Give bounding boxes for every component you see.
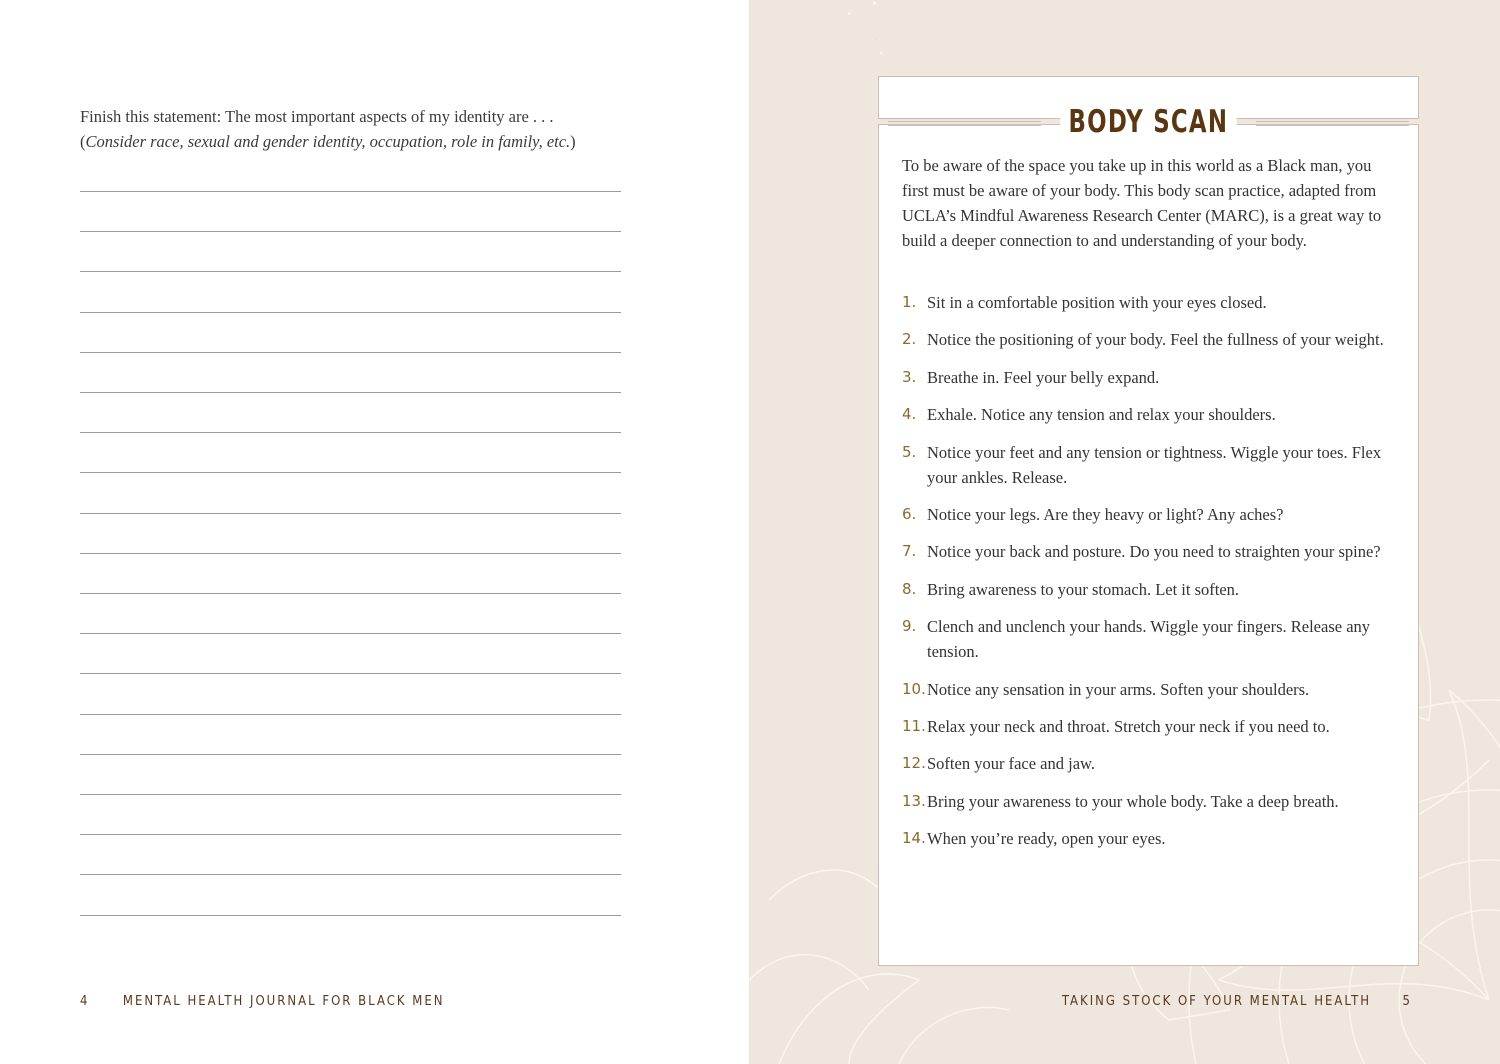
list-item <box>902 402 1402 427</box>
list-item <box>902 751 1402 776</box>
intro-paragraph: To be aware of the space you take up in this world as a Black man, you first must be aware of your body. This body scan practice, adapted from UCLA’s Mindful Awareness Research Center (MARC), is a great way to build a deeper connection to and understanding of your body. <box>902 156 1382 250</box>
step-number: 3. <box>902 367 917 386</box>
writing-line[interactable] <box>80 513 621 514</box>
title-banner <box>878 100 1419 144</box>
step-number: 13. <box>902 791 926 810</box>
list-item <box>902 539 1402 564</box>
writing-line[interactable] <box>80 874 621 875</box>
title-rule-right <box>1256 121 1409 126</box>
writing-line[interactable] <box>80 352 621 353</box>
writing-line[interactable] <box>80 593 621 594</box>
left-footer <box>80 994 445 1009</box>
writing-line[interactable] <box>80 432 621 433</box>
list-item <box>902 677 1402 702</box>
list-item <box>902 327 1402 352</box>
step-number: 14. <box>902 829 926 848</box>
list-item <box>902 290 1402 315</box>
footer-section-title: TAKING STOCK OF YOUR MENTAL HEALTH <box>1061 994 1372 1009</box>
writing-line[interactable] <box>80 794 621 795</box>
left-page <box>0 0 749 1064</box>
journal-prompt <box>80 104 640 154</box>
step-number: 7. <box>902 542 917 561</box>
step-number: 6. <box>902 504 917 523</box>
step-number: 12. <box>902 754 926 773</box>
list-item <box>902 614 1402 664</box>
writing-line[interactable] <box>80 754 621 755</box>
writing-line[interactable] <box>80 633 621 634</box>
prompt-hint: (Consider race, sexual and gender identity, occupation, role in family, etc.) <box>80 132 576 151</box>
step-number: 1. <box>902 293 917 311</box>
step-text: Notice your back and posture. Do you need to straighten your spine? <box>927 542 1381 562</box>
writing-line[interactable] <box>80 191 621 192</box>
step-number: 4. <box>902 405 917 424</box>
step-text: Bring your awareness to your whole body. Take a deep breath. <box>927 791 1339 811</box>
right-footer <box>1062 994 1412 1009</box>
step-text: Notice any sensation in your arms. Soften your shoulders. <box>927 679 1310 699</box>
page-number-left: 4 <box>80 994 90 1009</box>
body-scan-steps <box>902 290 1402 863</box>
list-item <box>902 440 1402 490</box>
list-item <box>902 789 1402 814</box>
step-text: Notice your legs. Are they heavy or light? Any aches? <box>927 504 1284 524</box>
writing-line[interactable] <box>80 714 621 715</box>
step-text: Breathe in. Feel your belly expand. <box>927 367 1160 387</box>
section-title: BODY SCAN <box>1060 104 1236 140</box>
list-item <box>902 826 1402 851</box>
step-number: 9. <box>902 617 917 636</box>
title-rule-left <box>888 121 1041 126</box>
step-text: Sit in a comfortable position with your eyes closed. <box>927 293 1267 312</box>
prompt-statement: Finish this statement: The most important aspects of my identity are . . . <box>80 107 554 126</box>
page-number-right: 5 <box>1402 994 1412 1009</box>
step-text: Bring awareness to your stomach. Let it soften. <box>927 579 1240 599</box>
step-text: Soften your face and jaw. <box>927 754 1095 774</box>
step-text: Notice the positioning of your body. Feel the fullness of your weight. <box>927 330 1384 350</box>
step-text: Notice your feet and any tension or tightness. Wiggle your toes. Flex your ankles. Release. <box>927 442 1382 487</box>
step-number: 11. <box>902 716 926 735</box>
step-number: 8. <box>902 579 917 598</box>
list-item <box>902 365 1402 390</box>
list-item <box>902 502 1402 527</box>
step-number: 10. <box>902 679 926 698</box>
writing-line[interactable] <box>80 834 621 835</box>
writing-line[interactable] <box>80 472 621 473</box>
footer-book-title: MENTAL HEALTH JOURNAL FOR BLACK MEN <box>122 994 445 1009</box>
writing-line[interactable] <box>80 553 621 554</box>
list-item <box>902 577 1402 602</box>
step-text: Relax your neck and throat. Stretch your neck if you need to. <box>927 716 1330 736</box>
writing-line[interactable] <box>80 392 621 393</box>
step-text: Clench and unclench your hands. Wiggle your fingers. Release any tension. <box>927 617 1371 662</box>
step-number: 2. <box>902 330 917 349</box>
writing-line[interactable] <box>80 312 621 313</box>
step-text: When you’re ready, open your eyes. <box>927 829 1166 849</box>
writing-line[interactable] <box>80 231 621 232</box>
writing-line[interactable] <box>80 673 621 674</box>
step-number: 5. <box>902 442 917 461</box>
writing-line[interactable] <box>80 915 621 916</box>
list-item <box>902 714 1402 739</box>
step-text: Exhale. Notice any tension and relax your shoulders. <box>927 405 1276 425</box>
writing-line[interactable] <box>80 271 621 272</box>
